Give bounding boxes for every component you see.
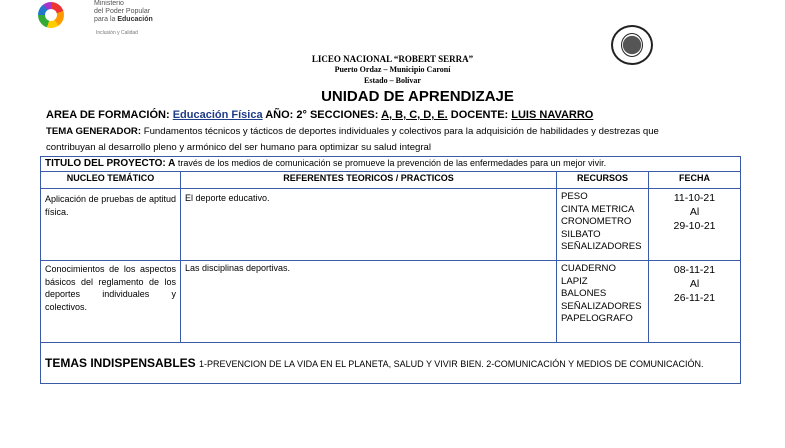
temas-row xyxy=(41,343,741,384)
fecha-start: 08-11-21 xyxy=(673,264,716,276)
header-fecha: FECHA xyxy=(649,172,741,189)
project-label: TITULO DEL PROYECTO: xyxy=(45,158,169,169)
year-label: AÑO: xyxy=(262,109,297,121)
logo-line-3-bold: Educación xyxy=(117,16,153,23)
fecha-cell xyxy=(649,189,741,261)
logo-line-1: Ministerio xyxy=(94,0,124,7)
tema-label: TEMA GENERADOR: xyxy=(46,126,144,137)
nucleo-cell: Conocimientos de los aspectos básicos del reglamento de los deportes individuales y colectivos. xyxy=(41,261,181,343)
area-line xyxy=(46,109,593,121)
recursos-cell xyxy=(557,189,649,261)
year-value: 2° xyxy=(296,109,310,121)
ministry-name xyxy=(94,0,153,24)
sections-label: SECCIONES: xyxy=(309,109,382,121)
fecha-cell xyxy=(649,261,741,343)
tema-text-1: Fundamentos técnicos y tácticos de deportes individuales y colectivos para la adquisición de habilidades y destrezas que xyxy=(143,126,659,137)
recurso-item: PESO xyxy=(561,191,588,202)
table-row xyxy=(41,261,741,343)
recurso-item: CRONOMETRO xyxy=(561,216,632,227)
temas-text: 1-PREVENCION DE LA VIDA EN EL PLANETA, SALUD Y VIVIR BIEN. 2-COMUNICACIÓN Y MEDIOS DE COMUNICACIÓN. xyxy=(199,359,704,369)
school-state: Estado – Bolívar xyxy=(364,76,421,85)
logo-tagline: Inclusión y Calidad xyxy=(96,30,138,36)
tema-line-2: contribuyan al desarrollo pleno y armónico del ser humano para optimizar su salud integral xyxy=(46,142,432,153)
recurso-item: BALONES xyxy=(561,288,607,299)
school-name: LICEO NACIONAL “ROBERT SERRA” xyxy=(311,54,474,64)
teacher-value: LUIS NAVARRO xyxy=(511,109,594,121)
page-title: UNIDAD DE APRENDIZAJE xyxy=(321,88,514,105)
recurso-item: SEÑALIZADORES xyxy=(561,300,642,312)
fecha-start: 11-10-21 xyxy=(673,192,716,204)
recurso-item: CINTA METRICA xyxy=(561,203,635,215)
fecha-end: 26-11-21 xyxy=(673,292,716,304)
recursos-cell xyxy=(557,261,649,343)
temas-label: TEMAS INDISPENSABLES xyxy=(45,356,200,370)
recurso-item: SILBATO xyxy=(561,228,601,240)
project-lead: A xyxy=(168,158,176,169)
area-value: Educación Física xyxy=(172,109,263,121)
header-referentes: REFERENTES TEORICOS / PRACTICOS xyxy=(181,172,557,189)
fecha-sep: Al xyxy=(689,278,700,290)
table-row xyxy=(41,189,741,261)
teacher-label: DOCENTE: xyxy=(447,109,512,121)
sections-value: A, B, C, D, E. xyxy=(381,109,448,121)
ministry-emblem-icon xyxy=(38,2,64,28)
recurso-item: LAPIZ xyxy=(561,275,588,287)
learning-unit-table xyxy=(40,156,741,384)
referente-cell: El deporte educativo. xyxy=(181,189,557,261)
header-nucleo: NUCLEO TEMÁTICO xyxy=(41,172,181,189)
ministry-logo xyxy=(36,0,186,40)
recurso-item: SEÑALIZADORES xyxy=(561,241,642,252)
tema-line-1 xyxy=(46,126,659,137)
nucleo-cell: Aplicación de pruebas de aptitud física. xyxy=(41,189,181,261)
logo-line-2: del Poder Popular xyxy=(94,8,151,15)
logo-line-3: para la xyxy=(94,16,116,23)
project-text: través de los medios de comunicación se promueve la prevención de las enfermedades para un mejor vivir. xyxy=(175,158,607,168)
project-title-cell xyxy=(41,157,741,172)
header-recursos: RECURSOS xyxy=(557,172,649,189)
table-header-row xyxy=(41,172,741,189)
fecha-end: 29-10-21 xyxy=(673,220,716,232)
referente-cell: Las disciplinas deportivas. xyxy=(181,261,557,343)
area-label: AREA DE FORMACIÓN: xyxy=(46,109,173,121)
recurso-item: PAPELOGRAFO xyxy=(561,313,633,324)
temas-cell xyxy=(41,343,741,384)
school-city: Puerto Ordaz – Municipio Caroní xyxy=(334,65,451,74)
fecha-sep: Al xyxy=(689,206,700,218)
recurso-item: CUADERNO xyxy=(561,263,616,274)
